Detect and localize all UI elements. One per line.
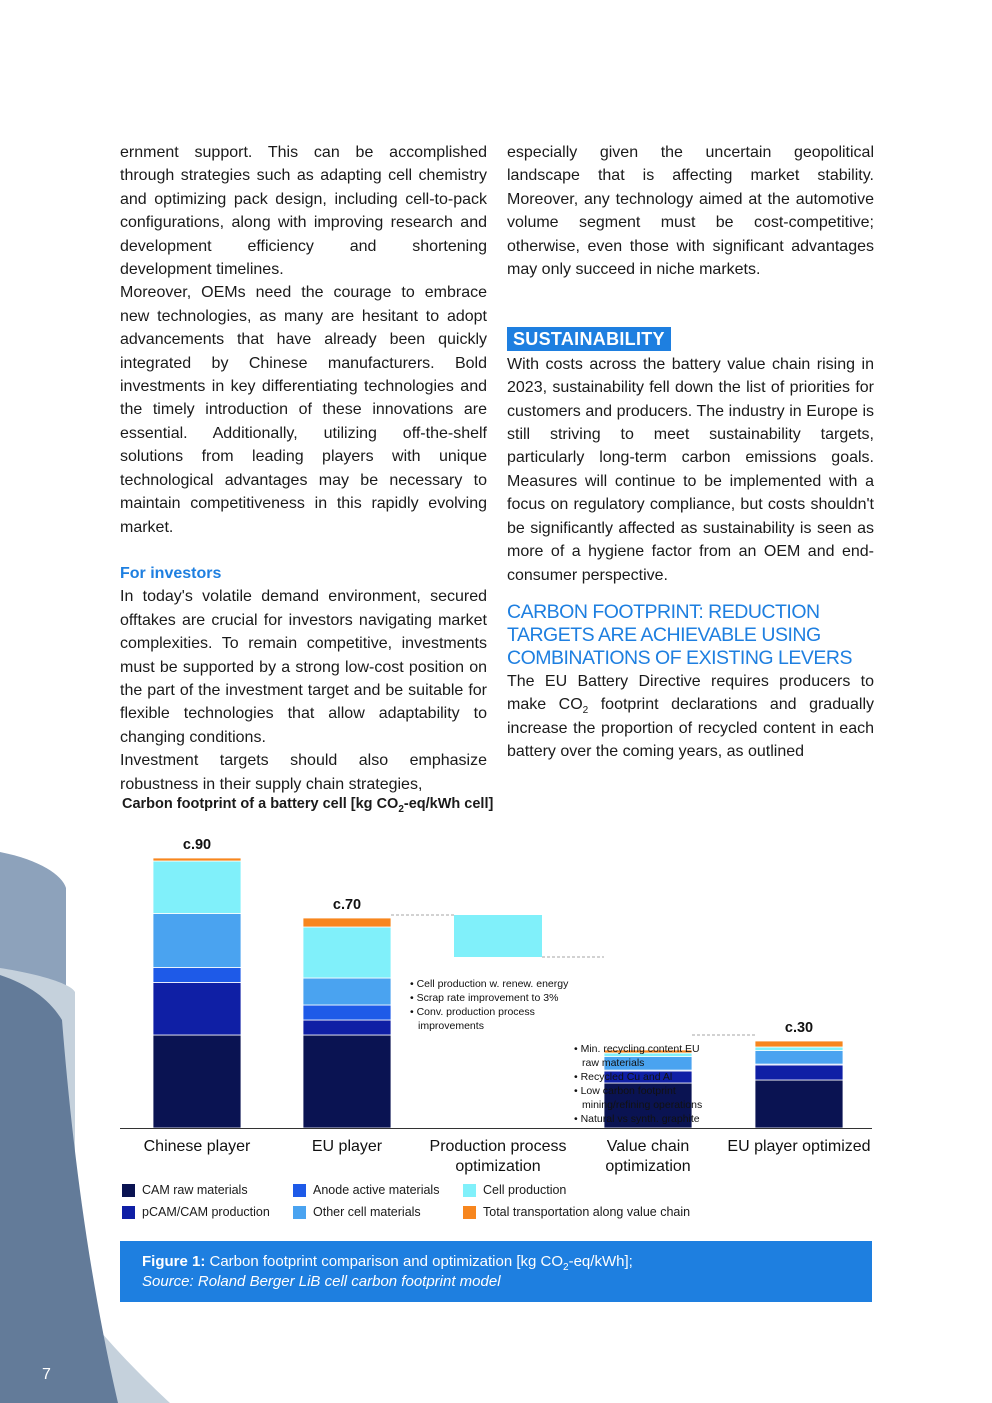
paragraph: ernment support. This can be accomplished through strategies such as adapting cell chemistry and optimizing pack design, including cell-to-pack configurations, along with improving research and development efficiency and shortening development timelines. (120, 144, 487, 279)
legend-item: CAM raw materials (122, 1183, 248, 1197)
bar-total-label: c.30 (784, 1020, 814, 1036)
annotation-text: • Scrap rate improvement to 3% (410, 992, 559, 1004)
paragraph: Investment targets should also emphasize robustness in their supply chain strategies, (120, 752, 487, 793)
paragraph: The EU Battery Directive requires producers to make $CO_2$ footprint declarations and gradually increase the proportion of recycled content in each battery over the coming years, as outlined (507, 672, 874, 761)
bar-segment (153, 968, 241, 983)
paragraph: In today's volatile demand environment, secured offtakes are crucial for investors navigating market complexities. To remain competitive, investments must be supported by a strong low-cost position on the part of the investment target and be suitable for flexible technologies that allow adaptability to changing conditions. (120, 588, 487, 746)
annotation-text: • Conv. production process (410, 1006, 535, 1018)
legend-swatch (463, 1184, 476, 1197)
annotation-text: • Recycled Cu and Al (574, 1071, 673, 1083)
page-number: 7 (42, 1366, 51, 1383)
section-title-carbon-footprint: CARBON FOOTPRINT: REDUCTION TARGETS ARE ACHIEVABLE USING COMBINATIONS OF EXISTING LEVERS (507, 600, 852, 669)
paragraph: With costs across the battery value chain rising in 2023, sustainability fell down the list of priorities for customers and producers. The industry in Europe is still striving to meet sustainability targets, particularly long-term carbon emissions goals. Measures will continue to be implemented with a focus on regulatory compliance, but costs shouldn't be significantly affected as sustainability is seen as more of a hygiene factor from an OEM and end-consumer perspective. (507, 355, 874, 584)
bar-segment (303, 1035, 391, 1128)
annotation-text: • Natural vs synth. graphite (574, 1113, 700, 1125)
bar-segment (303, 978, 391, 1005)
bar-segment (755, 1051, 843, 1065)
bar-total-label: c.70 (332, 897, 362, 913)
bar-segment (755, 1080, 843, 1128)
bar-segment (755, 1041, 843, 1047)
x-tick-label: Chinese player (143, 1138, 251, 1155)
legend-swatch (293, 1206, 306, 1219)
figure-caption: Figure 1: Carbon footprint comparison and optimization [kg $CO_2-eq/kWh$]; Source: Roland Berger LiB cell carbon footprint model (120, 1241, 872, 1302)
bar-segment (755, 1047, 843, 1051)
x-tick-label: EU player (311, 1138, 383, 1155)
x-tick-label: Production process (429, 1138, 567, 1155)
bar-segment (153, 983, 241, 1036)
x-tick-label: EU player optimized (727, 1138, 871, 1155)
subheading-for-investors: For investors (120, 564, 222, 582)
bar-segment (303, 927, 391, 978)
section-label-sustainability: SUSTAINABILITY (507, 327, 671, 351)
legend-swatch (293, 1184, 306, 1197)
bar-segment (153, 861, 241, 914)
x-tick-label: optimization (605, 1158, 691, 1175)
chart-title: Carbon footprint of a battery cell [kg $CO_2-eq$/kWh cell] (122, 796, 494, 815)
legend-item: Other cell materials (293, 1205, 421, 1219)
annotation-text: • Low carbon footprint (574, 1085, 676, 1097)
waterfall-bar (454, 915, 542, 957)
bar-segment (153, 1035, 241, 1128)
legend-item: Cell production (463, 1183, 566, 1197)
annotation-text: • Cell production w. renew. energy (410, 978, 569, 990)
bar-total-label: c.90 (182, 837, 212, 853)
annotation-text: • Min. recycling content EU (574, 1043, 700, 1055)
paragraph: especially given the uncertain geopolitical landscape that is affecting market stability. Moreover, any technology aimed at the automotive volume segment must be cost-competitive; otherwise, even those with significant advantages may only succeed in niche markets. (507, 144, 874, 279)
legend-item: Anode active materials (293, 1183, 439, 1197)
x-tick-label: Value chain (606, 1138, 690, 1155)
annotation-text: raw materials (582, 1057, 645, 1069)
legend-item: Total transportation along value chain (463, 1205, 690, 1219)
annotation-text: improvements (418, 1020, 484, 1032)
bar-segment (153, 858, 241, 861)
bar-segment (303, 1005, 391, 1020)
annotation-text: mining/refining operations (582, 1099, 703, 1111)
bar-segment (755, 1065, 843, 1080)
bar-segment (303, 1020, 391, 1035)
x-tick-label: optimization (455, 1158, 541, 1175)
legend-item: pCAM/CAM production (122, 1205, 270, 1219)
bar-segment (153, 914, 241, 968)
legend-swatch (463, 1206, 476, 1219)
legend-swatch (122, 1184, 135, 1197)
legend-swatch (122, 1206, 135, 1219)
paragraph: Moreover, OEMs need the courage to embrace new technologies, as many are hesitant to adopt advancements that have already been quickly integrated by Chinese manufacturers. Bold investments in key differentiating technologies and the timely introduction of these innovations are essential. Additionally, utilizing off-the-shelf solutions from leading players with unique technological advantages may be necessary to maintain competitiveness in this rapidly evolving market. (120, 284, 487, 536)
bar-segment (303, 918, 391, 927)
